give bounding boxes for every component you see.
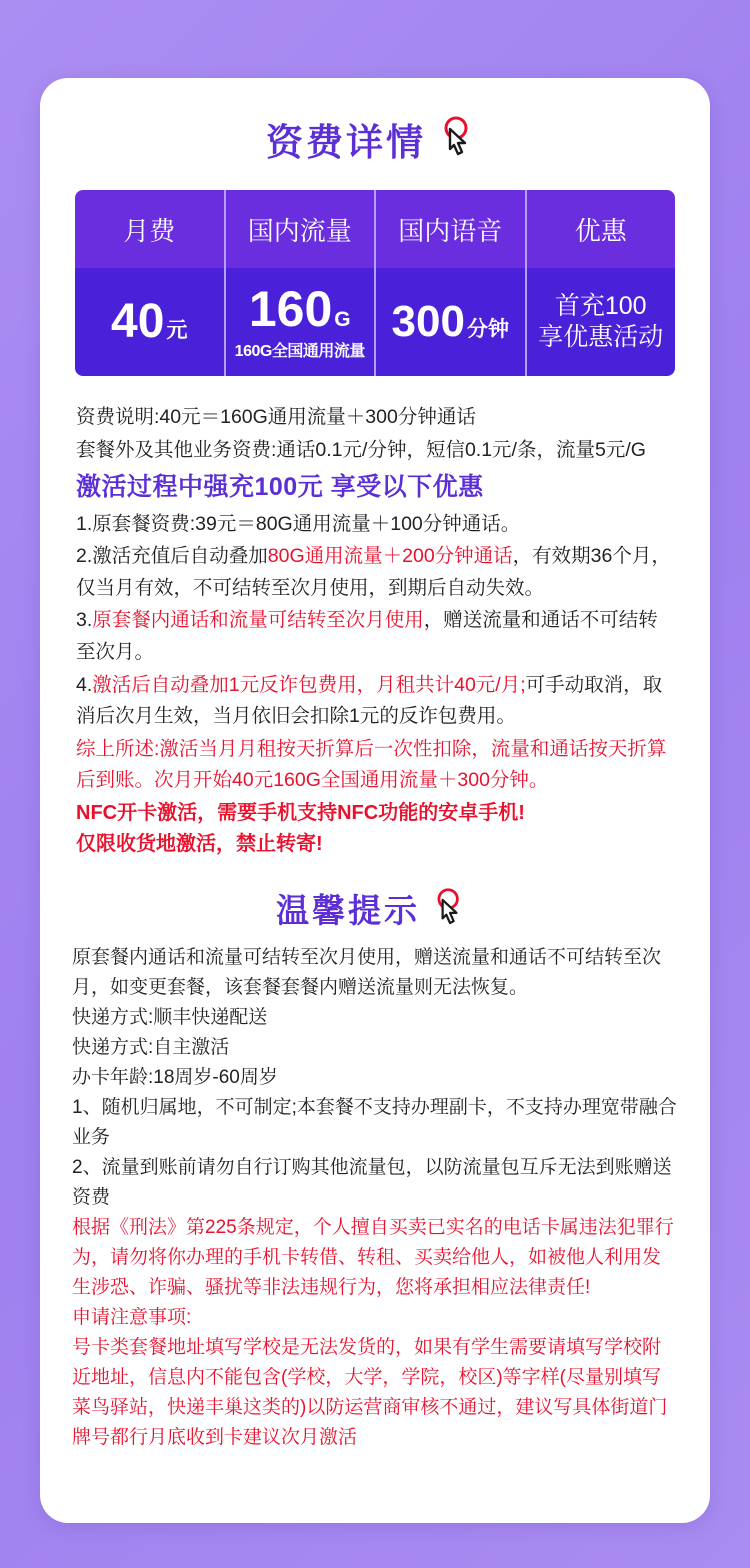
detail-line-extra: 套餐外及其他业务资费:通话0.1元/分钟，短信0.1元/条，流量5元/G: [76, 438, 646, 461]
nfc-notice-line-2: 仅限收货地激活，禁止转寄!: [76, 832, 323, 855]
tips-line-3: 办卡年龄:18周岁-60周岁: [72, 1066, 278, 1088]
tips-line-1: 快递方式:顺丰快递配送: [72, 1006, 268, 1028]
tips-section: [40, 933, 710, 1453]
monthly-fee-number: 40: [111, 295, 165, 348]
column-header-domestic-data: 国内流量: [226, 190, 377, 268]
tips-title-row: [40, 885, 710, 933]
detail-item-4: [76, 670, 674, 733]
detail-item-4-highlight: 激活后自动叠加1元反诈包费用，月租共计40元/月;: [92, 673, 526, 696]
column-header-domestic-voice: 国内语音: [376, 190, 527, 268]
tariff-card: [40, 78, 710, 1523]
column-header-discount: 优惠: [574, 215, 627, 246]
voice-unit: 分钟: [466, 318, 509, 341]
details-section: [40, 376, 710, 859]
detail-item-2-highlight: 80G通用流量＋200分钟通话: [267, 545, 513, 568]
cell-discount: [527, 268, 676, 376]
tap-cursor-icon: [432, 115, 484, 167]
tips-application-heading: 申请注意事项:: [72, 1307, 192, 1329]
tips-line-5: 2、流量到账前请勿自行订购其他流量包，以防流量包互斥无法到账赠送资费: [72, 1156, 672, 1208]
detail-item-2-suffix: ，有效期36个月，仅当月有效，不可结转至次月使用，到期后自动失效。: [76, 545, 671, 599]
tips-address-notice: 号卡类套餐地址填写学校是无法发货的，如果有学生需要请填写学校附近地址，信息内不能包含(学校，大学，学院，校区)等字样(尽量别填写菜鸟驿站，快递丰巢这类的)以防运营商审核不通过，建议写具体街道门牌号都行月底收到卡建议次月激活: [72, 1337, 668, 1449]
page-title: 资费详情: [266, 122, 426, 163]
detail-item-3-suffix: ，赠送流量和通话不可结转至次月。: [76, 609, 658, 663]
detail-item-3: [76, 605, 674, 668]
detail-line-fee: 资费说明:40元＝160G通用流量＋300分钟通话: [76, 406, 476, 428]
promo-line-1: 首充100: [554, 291, 647, 320]
data-unit: G: [334, 307, 351, 331]
detail-item-4-suffix: 可手动取消，取消后次月生效，当月依旧会扣除1元的反诈包费用。: [76, 673, 663, 728]
detail-item-1: 1.原套餐资费:39元＝80G通用流量＋100分钟通话。: [76, 512, 521, 535]
tips-line-4: 1、随机归属地，不可制定;本套餐不支持办理副卡，不支持办理宽带融合业务: [72, 1096, 677, 1148]
cell-domestic-data: [226, 268, 377, 376]
voice-number: 300: [391, 297, 465, 346]
tips-line-0: 原套餐内通话和流量可结转至次月使用，赠送流量和通话不可结转至次月，如变更套餐，该套餐套餐内赠送流量则无法恢复。: [72, 946, 662, 998]
tips-title: 温馨提示: [276, 892, 420, 930]
detail-item-3-highlight: 原套餐内通话和流量可结转至次月使用: [92, 609, 424, 632]
monthly-fee-unit: 元: [166, 319, 188, 342]
nfc-notice-line-1: NFC开卡激活，需要手机支持NFC功能的安卓手机!: [76, 801, 525, 824]
data-number: 160: [248, 280, 333, 337]
detail-item-2-prefix: 2.激活充值后自动叠加: [76, 545, 268, 568]
tariff-table: [75, 190, 675, 376]
table-value-row: [75, 268, 675, 376]
data-note: 160G全国通用流量: [234, 342, 365, 360]
detail-heading-activation: 激活过程中强充100元 享受以下优惠: [76, 473, 484, 502]
promo-line-2: 享优惠活动: [538, 323, 664, 351]
cell-domestic-voice: [376, 268, 527, 376]
detail-item-2: [76, 541, 674, 604]
table-header-row: [75, 190, 675, 268]
detail-summary: 综上所述:激活当月月租按天折算后一次性扣除，流量和通话按天折算后到账。次月开始40元160G全国通用流量＋300分钟。: [76, 737, 667, 792]
cell-monthly-fee: [75, 268, 226, 376]
tips-legal-notice: 根据《刑法》第225条规定，个人擅自买卖已实名的电话卡属违法犯罪行为，请勿将你办理的手机卡转借、转租、买卖给他人，如被他人利用发生涉恐、诈骗、骚扰等非法违规行为，您将承担相应法律责任!: [72, 1217, 674, 1299]
tap-cursor-icon: [426, 887, 474, 935]
column-header-monthly-fee: 月费: [75, 190, 226, 268]
detail-item-3-prefix: 3.: [76, 609, 93, 632]
page-title-row: [40, 112, 710, 166]
tips-line-2: 快递方式:自主激活: [72, 1036, 230, 1058]
detail-item-4-prefix: 4.: [76, 673, 93, 696]
